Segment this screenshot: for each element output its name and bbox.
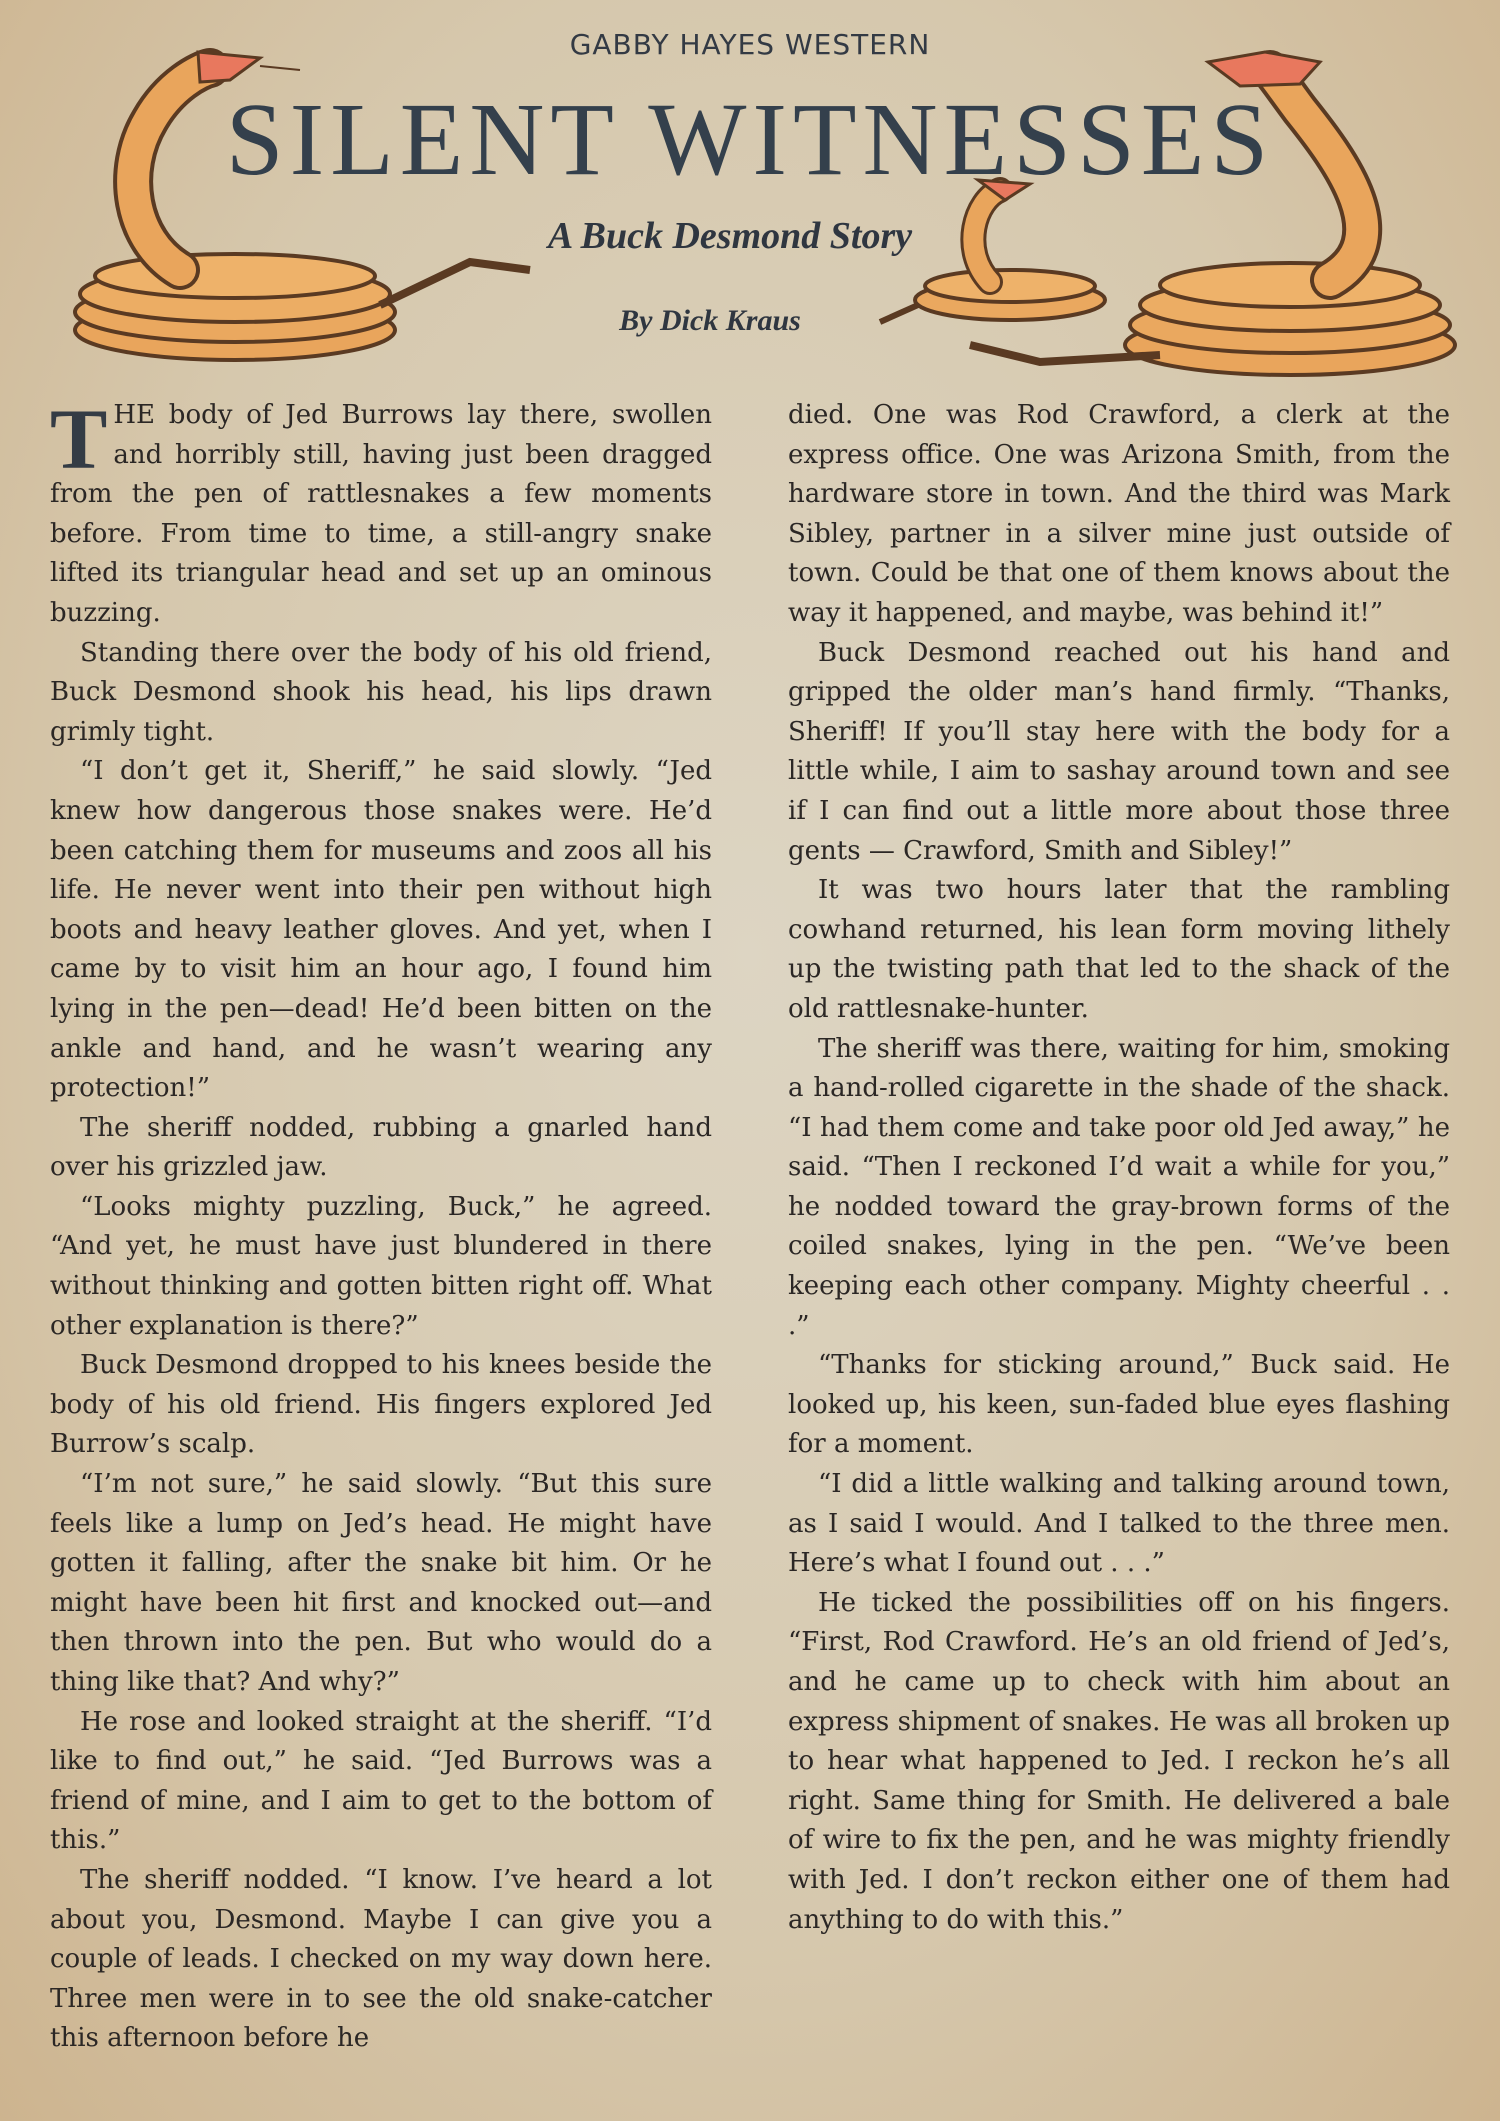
author-byline: By Dick Kraus bbox=[619, 304, 801, 337]
paragraph: died. One was Rod Crawford, a clerk at the express office. One was Arizona Smith, from the hardware store in town. And the third was Mark Sibley, partner in a silver mine just outside of town. Could be that one of them knows about the way it happened, and maybe, was behind it!” bbox=[788, 400, 1450, 628]
paragraph: Standing there over the body of his old friend, Buck Desmond shook his head, his lips drawn grimly tight. bbox=[50, 637, 712, 747]
paragraph: “I don’t get it, Sheriff,” he said slowly. “Jed knew how dangerous those snakes were. He’d been catching them for museums and zoos all his life. He never went into their pen without high boots and heavy leather gloves. And yet, when I came by to visit him an hour ago, I found him lying in the pen—dead! He’d been bitten on the ankle and hand, and he wasn’t wearing any protection!” bbox=[50, 756, 712, 1104]
paragraph: The sheriff nodded. “I know. I’ve heard a lot about you, Desmond. Maybe I can give you a couple of leads. I checked on my way down here. Three men were in to see the old snake-catcher this afternoon before he bbox=[50, 1864, 712, 2054]
paragraph: THE body of Jed Burrows lay there, swollen and horribly still, having just been dragged from the pen of rattlesnakes a few moments before. From time to time, a still-angry snake lifted its triangular head and set up an ominous buzzing. bbox=[50, 391, 712, 628]
story-subtitle: A Buck Desmond Story bbox=[547, 215, 913, 257]
magazine-header: GABBY HAYES WESTERN bbox=[569, 28, 931, 61]
story-column-left bbox=[50, 391, 712, 2059]
paragraph: Buck Desmond dropped to his knees beside the body of his old friend. His fingers explored Jed Burrow’s scalp. bbox=[50, 1350, 712, 1460]
title-banner bbox=[0, 0, 1500, 400]
paragraph: “I’m not sure,” he said slowly. “But this sure feels like a lump on Jed’s head. He might have gotten it falling, after the snake bit him. Or he might have been hit first and knocked out—and then thrown into the pen. But who would do a thing like that? And why?” bbox=[50, 1469, 712, 1697]
story-title: SILENT WITNESSES bbox=[225, 82, 1275, 197]
paragraph: The sheriff was there, waiting for him, smoking a hand-rolled cigarette in the shade of the shack. “I had them come and take poor old Jed away,” he said. “Then I reckoned I’d wait a while for you,” he nodded toward the gray-brown forms of the coiled snakes, lying in the pen. “We’ve been keeping each other company. Mighty cheerful . . .” bbox=[788, 1033, 1450, 1341]
paragraph: Buck Desmond reached out his hand and gripped the older man’s hand firmly. “Thanks, Sheriff! If you’ll stay here with the body for a little while, I aim to sashay around town and see if I can find out a little more about those three gents — Crawford, Smith and Sibley!” bbox=[788, 637, 1450, 866]
paragraph: He ticked the possibilities off on his fingers. “First, Rod Crawford. He’s an old friend of Jed’s, and he came up to check with him about an express shipment of snakes. He was all broken up to hear what happened to Jed. I reckon he’s all right. Same thing for Smith. He delivered a bale of wire to fix the pen, and he was mighty friendly with Jed. I don’t reckon either one of them had anything to do with this.” bbox=[788, 1587, 1450, 1935]
paragraph: “Looks mighty puzzling, Buck,” he agreed. “And yet, he must have just blundered in there without thinking and gotten bitten right off. What other explanation is there?” bbox=[50, 1191, 712, 1341]
paragraph: The sheriff nodded, rubbing a gnarled hand over his grizzled jaw. bbox=[50, 1112, 712, 1183]
paragraph: He rose and looked straight at the sheriff. “I’d like to find out,” he said. “Jed Burrows was a friend of mine, and I aim to get to the bottom of this.” bbox=[50, 1706, 712, 1856]
story-column-right bbox=[788, 396, 1450, 1940]
paragraph: “I did a little walking and talking around town, as I said I would. And I talked to the three men. Here’s what I found out . . .” bbox=[788, 1469, 1450, 1579]
drop-cap: T bbox=[50, 391, 108, 487]
paragraph: It was two hours later that the rambling cowhand returned, his lean form moving lithely up the twisting path that led to the shack of the old rattlesnake-hunter. bbox=[788, 875, 1450, 1024]
paragraph: “Thanks for sticking around,” Buck said. He looked up, his keen, sun-faded blue eyes flashing for a moment. bbox=[788, 1350, 1450, 1460]
